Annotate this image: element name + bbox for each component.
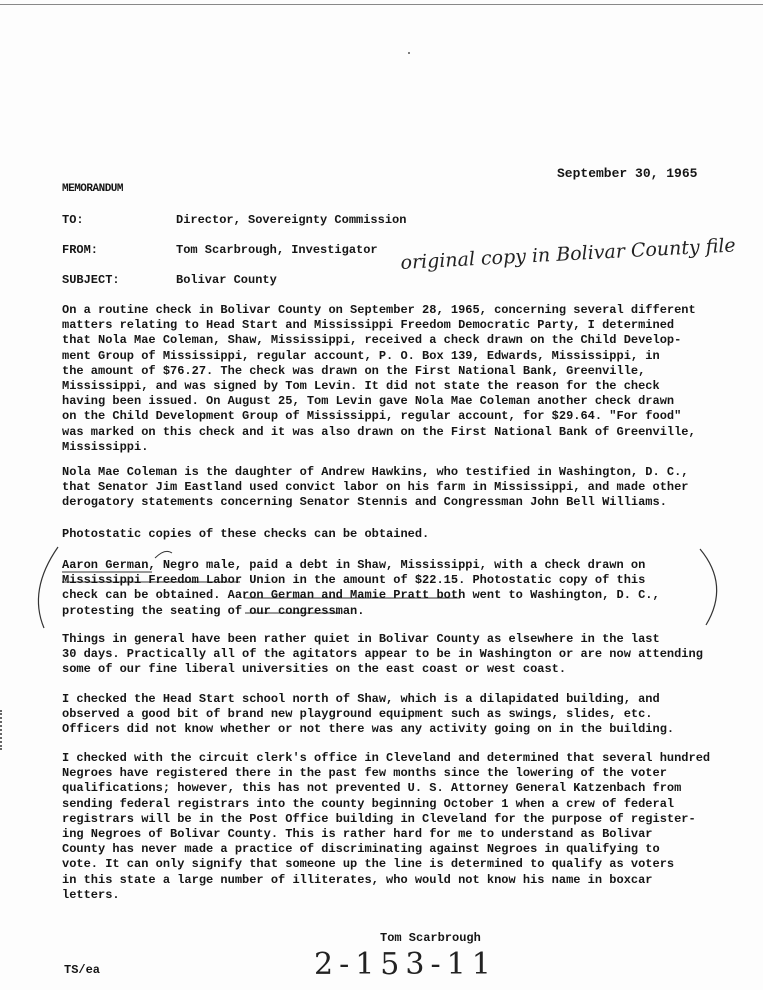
- text-line: derogatory statements concerning Senator Stennis and Congressman John Bell Williams.: [62, 495, 667, 510]
- text-line: sending federal registrars into the county beginning October 1 when a crew of federal: [62, 796, 675, 811]
- text-line: Mississippi.: [62, 439, 149, 454]
- to-label: TO:: [62, 213, 84, 227]
- top-edge-line: [0, 4, 763, 5]
- text-line: some of our fine liberal universities on the east coast or west coast.: [62, 662, 567, 677]
- text-line: in this state a large number of illiterates, who would not know his name in boxcar: [62, 872, 653, 887]
- text-line: matters relating to Head Start and Mississippi Freedom Democratic Party, I determined: [62, 318, 675, 333]
- text-line: that Senator Jim Eastland used convict labor on his farm in Mississippi, and made other: [62, 480, 689, 495]
- paragraph-3: [62, 527, 752, 542]
- text-line: the amount of $76.27. The check was drawn on the First National Bank, Greenville,: [62, 363, 646, 378]
- scan-speck: [408, 52, 410, 54]
- text-line: 30 days. Practically all of the agitators appear to be in Washington or are now attending: [62, 647, 703, 662]
- text-line: Nola Mae Coleman is the daughter of Andrew Hawkins, who testified in Washington, D. C.,: [62, 465, 689, 479]
- text-line: I checked the Head Start school north of Shaw, which is a dilapidated building, and: [62, 692, 660, 706]
- text-line: was marked on this check and it was also drawn on the First National Bank of Greenville,: [62, 424, 696, 439]
- margin-mark: [0, 710, 8, 750]
- text-line: letters.: [62, 887, 120, 902]
- text-line: Negroes have registered there in the past few months since the lowering of the voter: [62, 766, 667, 781]
- text-line: protesting the seating of our congressman.: [62, 603, 365, 618]
- file-number: 2-153-11: [314, 947, 497, 982]
- paragraph-6: [62, 692, 752, 738]
- memo-heading: MEMORANDUM: [62, 183, 124, 195]
- text-line: registrars will be in the Post Office building in Cleveland for the purpose of register-: [62, 811, 696, 826]
- subject-value: Bolivar County: [176, 273, 277, 287]
- signature-name: Tom Scarbrough: [380, 931, 481, 945]
- paragraph-7: [62, 751, 752, 903]
- text-line: observed a good bit of brand new playground equipment such as swings, slides, etc.: [62, 707, 653, 722]
- subject-label: SUBJECT:: [62, 273, 120, 287]
- text-line: Photostatic copies of these checks can be obtained.: [62, 527, 430, 541]
- to-value: Director, Sovereignty Commission: [176, 213, 407, 227]
- text-line: I checked with the circuit clerk's office in Cleveland and determined that several hundred: [62, 751, 711, 765]
- text-line: On a routine check in Bolivar County on September 28, 1965, concerning several different: [62, 303, 696, 317]
- text-line: that Nola Mae Coleman, Shaw, Mississippi, received a check drawn on the Child Develop-: [62, 333, 682, 348]
- text-line: Things in general have been rather quiet in Bolivar County as elsewhere in the last: [62, 632, 660, 646]
- text-line: Officers did not know whether or not there was any activity going on in the building.: [62, 722, 675, 737]
- text-line: Mississippi, and was signed by Tom Levin. It did not state the reason for the check: [62, 379, 660, 394]
- paragraph-2: [62, 465, 752, 511]
- text-line: on the Child Development Group of Mississippi, regular account, for $29.64. "For food": [62, 409, 682, 424]
- pen-squiggle: [155, 551, 172, 558]
- handwritten-note: original copy in Bolivar County file: [400, 234, 737, 274]
- text-line: Mississippi Freedom Labor Union in the amount of $22.15. Photostatic copy of this: [62, 573, 646, 588]
- text-line: ing Negroes of Bolivar County. This is rather hard for me to understand as Bolivar: [62, 827, 653, 842]
- paragraph-1: [62, 303, 752, 455]
- memo-date: September 30, 1965: [557, 166, 698, 181]
- from-value: Tom Scarbrough, Investigator: [176, 243, 378, 257]
- text-line: check can be obtained. Aaron German and Mamie Pratt both went to Washington, D. C.,: [62, 588, 660, 603]
- text-line: ment Group of Mississippi, regular account, P. O. Box 139, Edwards, Mississippi, in: [62, 348, 660, 363]
- typist-initials: TS/ea: [64, 963, 101, 977]
- text-line: Aaron German, Negro male, paid a debt in Shaw, Mississippi, with a check drawn on: [62, 558, 646, 572]
- text-line: County has never made a practice of discriminating against Negroes in qualifying to: [62, 842, 660, 857]
- left-bracket-mark: [38, 547, 58, 628]
- text-line: having been issued. On August 25, Tom Levin gave Nola Mae Coleman another check drawn: [62, 394, 675, 409]
- text-line: vote. It can only signify that someone up the line is determined to qualify as voters: [62, 857, 675, 872]
- text-line: qualifications; however, this has not prevented U. S. Attorney General Katzenbach from: [62, 781, 682, 796]
- from-label: FROM:: [62, 243, 99, 257]
- paragraph-5: [62, 632, 752, 678]
- paragraph-4: [62, 558, 752, 619]
